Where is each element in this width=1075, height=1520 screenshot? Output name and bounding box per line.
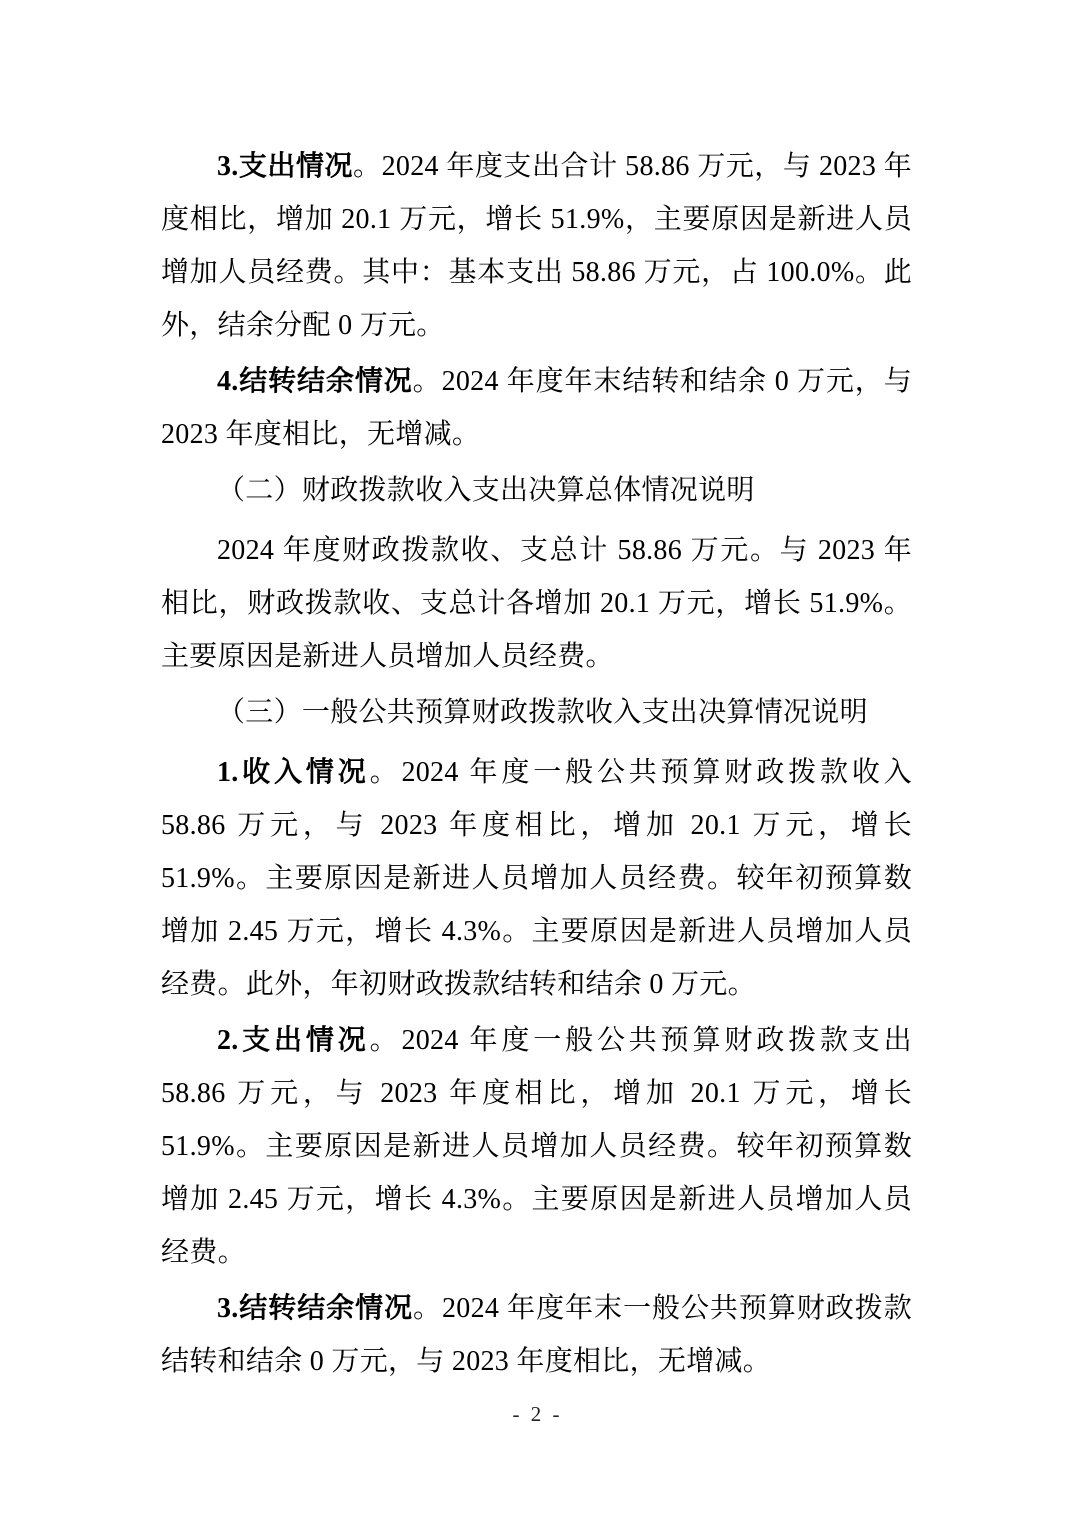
paragraph: 2.支出情况。2024 年度一般公共预算财政拨款支出 58.86 万元，与 2023 年度相比，增加 20.1 万元，增长 51.9%。主要原因是新进人员增加人员经费。较年初预算数增加 2.45 万元，增长 4.3%。主要原因是新进人员增加人员经费。 bbox=[161, 1025, 912, 1268]
paragraph-lead: 3.支出情况 bbox=[217, 151, 354, 182]
page-number: - 2 - bbox=[512, 1402, 563, 1426]
paragraph-lead: 3.结转结余情况 bbox=[217, 1293, 414, 1324]
paragraph: 1.收入情况。2024 年度一般公共预算财政拨款收入 58.86 万元，与 2023 年度相比，增加 20.1 万元，增长 51.9%。主要原因是新进人员增加人员经费。较年初预算数增加 2.45 万元，增长 4.3%。主要原因是新进人员增加人员经费。此外，年初财政拨款结转和结余 0 万元。 bbox=[161, 757, 912, 1000]
page-footer bbox=[0, 1402, 1075, 1426]
document-body bbox=[161, 140, 912, 1391]
section-heading: （二）财政拨款收入支出决算总体情况说明 bbox=[217, 475, 755, 506]
paragraph-lead: 2.支出情况 bbox=[217, 1025, 370, 1056]
section-heading: （三）一般公共预算财政拨款收入支出决算情况说明 bbox=[217, 697, 868, 728]
paragraph: 4.结转结余情况。2024 年度年末结转和结余 0 万元，与 2023 年度相比，无增减。 bbox=[161, 366, 913, 450]
paragraph-lead: 1.收入情况 bbox=[217, 757, 370, 788]
paragraph: 3.支出情况。2024 年度支出合计 58.86 万元，与 2023 年度相比，增加 20.1 万元，增长 51.9%，主要原因是新进人员增加人员经费。其中：基本支出 58.86 万元，占 100.0%。此外，结余分配 0 万元。 bbox=[161, 151, 912, 341]
paragraph: 2024 年度财政拨款收、支总计 58.86 万元。与 2023 年相比，财政拨款收、支总计各增加 20.1 万元，增长 51.9%。主要原因是新进人员增加人员经费。 bbox=[161, 535, 912, 672]
paragraph-lead: 4.结转结余情况 bbox=[217, 366, 413, 397]
paragraph: 3.结转结余情况。2024 年度年末一般公共预算财政拨款结转和结余 0 万元，与 2023 年度相比，无增减。 bbox=[161, 1293, 912, 1377]
